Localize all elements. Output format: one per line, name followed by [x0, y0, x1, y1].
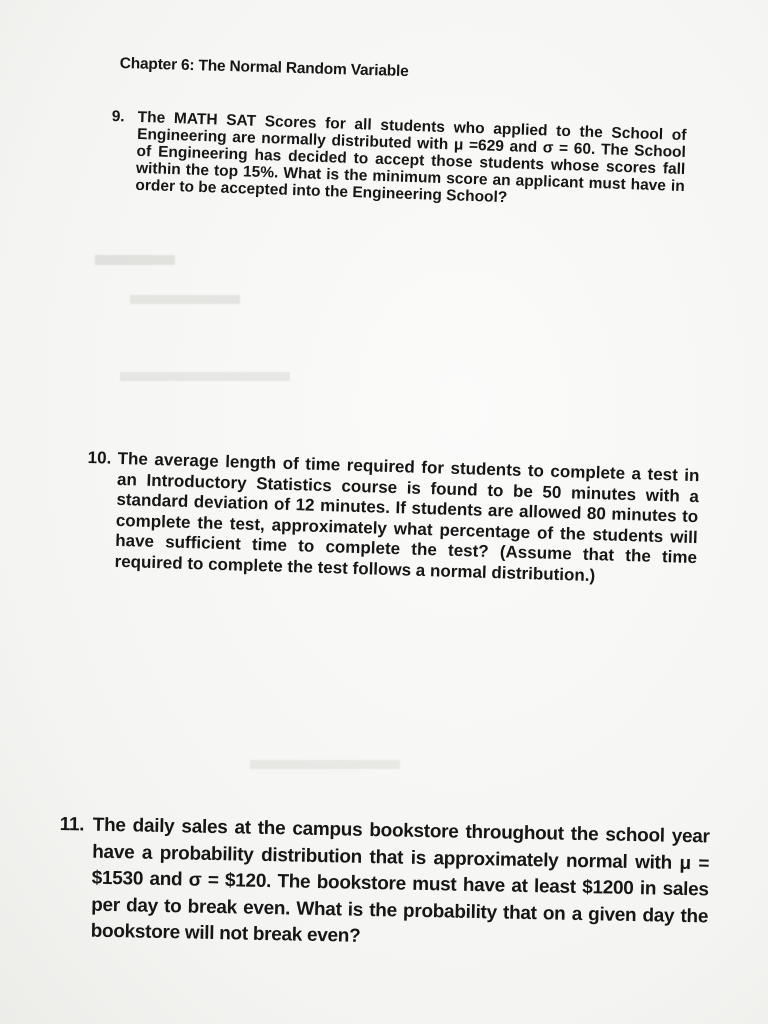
show-through-mark	[95, 255, 175, 265]
problem-text: The daily sales at the campus bookstore throughout the school year have a probability distribution that is approximately normal with μ = $1530 and σ = $120. The bookstore must have at least $1200 in sales per day to break even. What is the probability that on a given day the bookstore will not break even?	[90, 814, 710, 947]
chapter-title: Chapter 6: The Normal Random Variable	[119, 55, 409, 81]
problem-number: 11.	[59, 813, 85, 836]
problem-number: 9.	[111, 108, 125, 126]
problem-text: The MATH SAT Scores for all students who applied to the School of Engineering are normally distributed with μ =629 and σ = 60. The School of Engineering has decided to accept those students whose scores fall within the top 15%. What is the minimum score an applicant must have in order to be accepted into the Engineering School?	[135, 108, 687, 207]
show-through-mark	[250, 760, 400, 769]
problem-number: 10.	[87, 448, 112, 468]
show-through-mark	[130, 295, 240, 304]
show-through-mark	[120, 372, 290, 381]
problem-9	[109, 108, 687, 212]
problem-11	[57, 812, 709, 957]
problem-text: The average length of time required for students to complete a test in an Introductory Statistics course is found to be 50 minutes with a standard deviation of 12 minutes. If students are allowed 80 minutes to complete the test, approximately what percentage of the students will have sufficient time to complete the test? (Assume that the time required to complete the test follows a normal distribution.)	[114, 448, 700, 585]
problem-10	[84, 448, 699, 589]
